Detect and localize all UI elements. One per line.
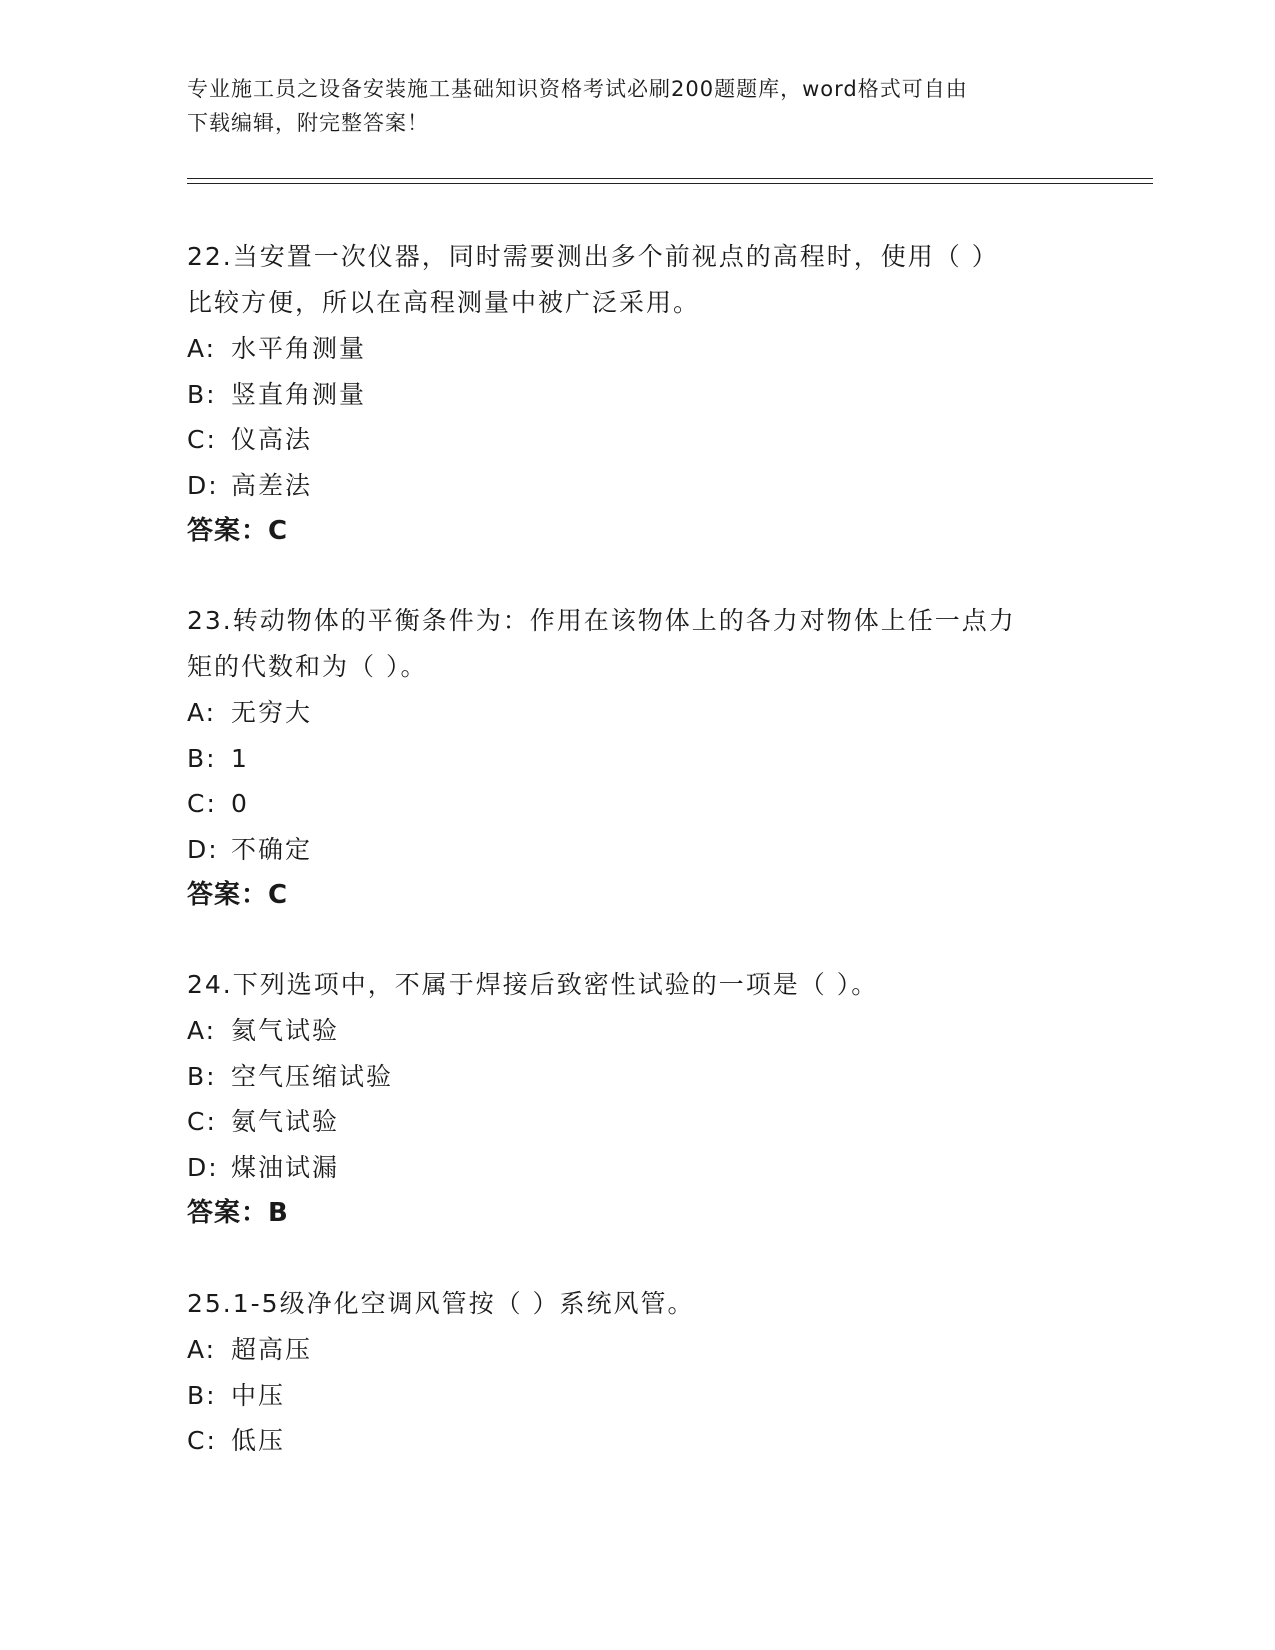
- header-divider-bottom: [187, 183, 1153, 184]
- option-letter: B:: [187, 743, 217, 773]
- question-stem-line: 比较方便，所以在高程测量中被广泛采用。: [187, 288, 701, 317]
- answer-label: 答案：C: [187, 880, 289, 910]
- question-stem-line: 22.当安置一次仪器，同时需要测出多个前视点的高程时，使用（ ）: [187, 242, 999, 271]
- option-letter: B:: [187, 1061, 217, 1091]
- option-b: [187, 372, 1087, 418]
- option-letter: D:: [187, 834, 219, 864]
- option-letter: D:: [187, 1152, 219, 1182]
- question-24: [187, 962, 1087, 1236]
- option-a: [187, 690, 1087, 736]
- answer-label: 答案：B: [187, 1198, 289, 1228]
- option-letter: C:: [187, 425, 217, 454]
- question-23: [187, 598, 1087, 918]
- option-c: [187, 417, 1087, 463]
- option-letter: B:: [187, 379, 217, 409]
- header-line-1: 专业施工员之设备安装施工基础知识资格考试必刷200题题库，word格式可自由: [187, 77, 968, 101]
- option-letter: C:: [187, 1426, 217, 1455]
- option-b: [187, 1373, 1087, 1419]
- option-text: 0: [231, 789, 249, 818]
- option-d: [187, 463, 1087, 509]
- question-stem-line: 矩的代数和为（ ）。: [187, 652, 428, 681]
- option-letter: A:: [187, 1016, 217, 1045]
- option-text: 1: [231, 743, 249, 773]
- option-c: [187, 1418, 1087, 1464]
- option-d: [187, 1145, 1087, 1191]
- option-c: [187, 1099, 1087, 1145]
- option-d: [187, 827, 1087, 873]
- header-line-2: 下载编辑，附完整答案！: [187, 111, 429, 135]
- document-header: [187, 72, 1067, 140]
- option-letter: C:: [187, 789, 217, 818]
- answer-label: 答案：C: [187, 516, 289, 546]
- option-text: 水平角测量: [231, 334, 367, 363]
- option-a: [187, 1008, 1087, 1054]
- question-stem-line: 23.转动物体的平衡条件为：作用在该物体上的各力对物体上任一点力: [187, 606, 1016, 635]
- option-text: 氦气试验: [231, 1016, 340, 1045]
- question-stem-line: 25.1-5级净化空调风管按（ ）系统风管。: [187, 1289, 695, 1318]
- question-22: [187, 234, 1087, 554]
- option-text: 氨气试验: [231, 1107, 340, 1136]
- option-letter: A:: [187, 698, 217, 727]
- option-text: 超高压: [231, 1335, 313, 1364]
- question-stem: [187, 234, 1087, 326]
- option-text: 高差法: [231, 470, 313, 500]
- option-letter: A:: [187, 1335, 217, 1364]
- option-letter: D:: [187, 470, 219, 500]
- option-text: 中压: [231, 1380, 286, 1410]
- option-text: 无穷大: [231, 698, 313, 727]
- option-text: 仪高法: [231, 425, 313, 454]
- option-text: 不确定: [231, 834, 313, 864]
- header-divider-top: [187, 178, 1153, 179]
- question-stem: [187, 598, 1087, 690]
- option-letter: B:: [187, 1380, 217, 1410]
- option-text: 竖直角测量: [231, 379, 367, 409]
- question-stem-line: 24.下列选项中，不属于焊接后致密性试验的一项是（ ）。: [187, 970, 879, 999]
- option-a: [187, 326, 1087, 372]
- option-b: [187, 1054, 1087, 1100]
- option-a: [187, 1327, 1087, 1373]
- option-c: [187, 781, 1087, 827]
- question-stem: [187, 1281, 1087, 1327]
- question-25: [187, 1281, 1087, 1464]
- option-b: [187, 736, 1087, 782]
- option-text: 煤油试漏: [231, 1152, 340, 1182]
- option-text: 空气压缩试验: [231, 1061, 394, 1091]
- option-letter: A:: [187, 334, 217, 363]
- question-stem: [187, 962, 1087, 1008]
- option-text: 低压: [231, 1426, 286, 1455]
- option-letter: C:: [187, 1107, 217, 1136]
